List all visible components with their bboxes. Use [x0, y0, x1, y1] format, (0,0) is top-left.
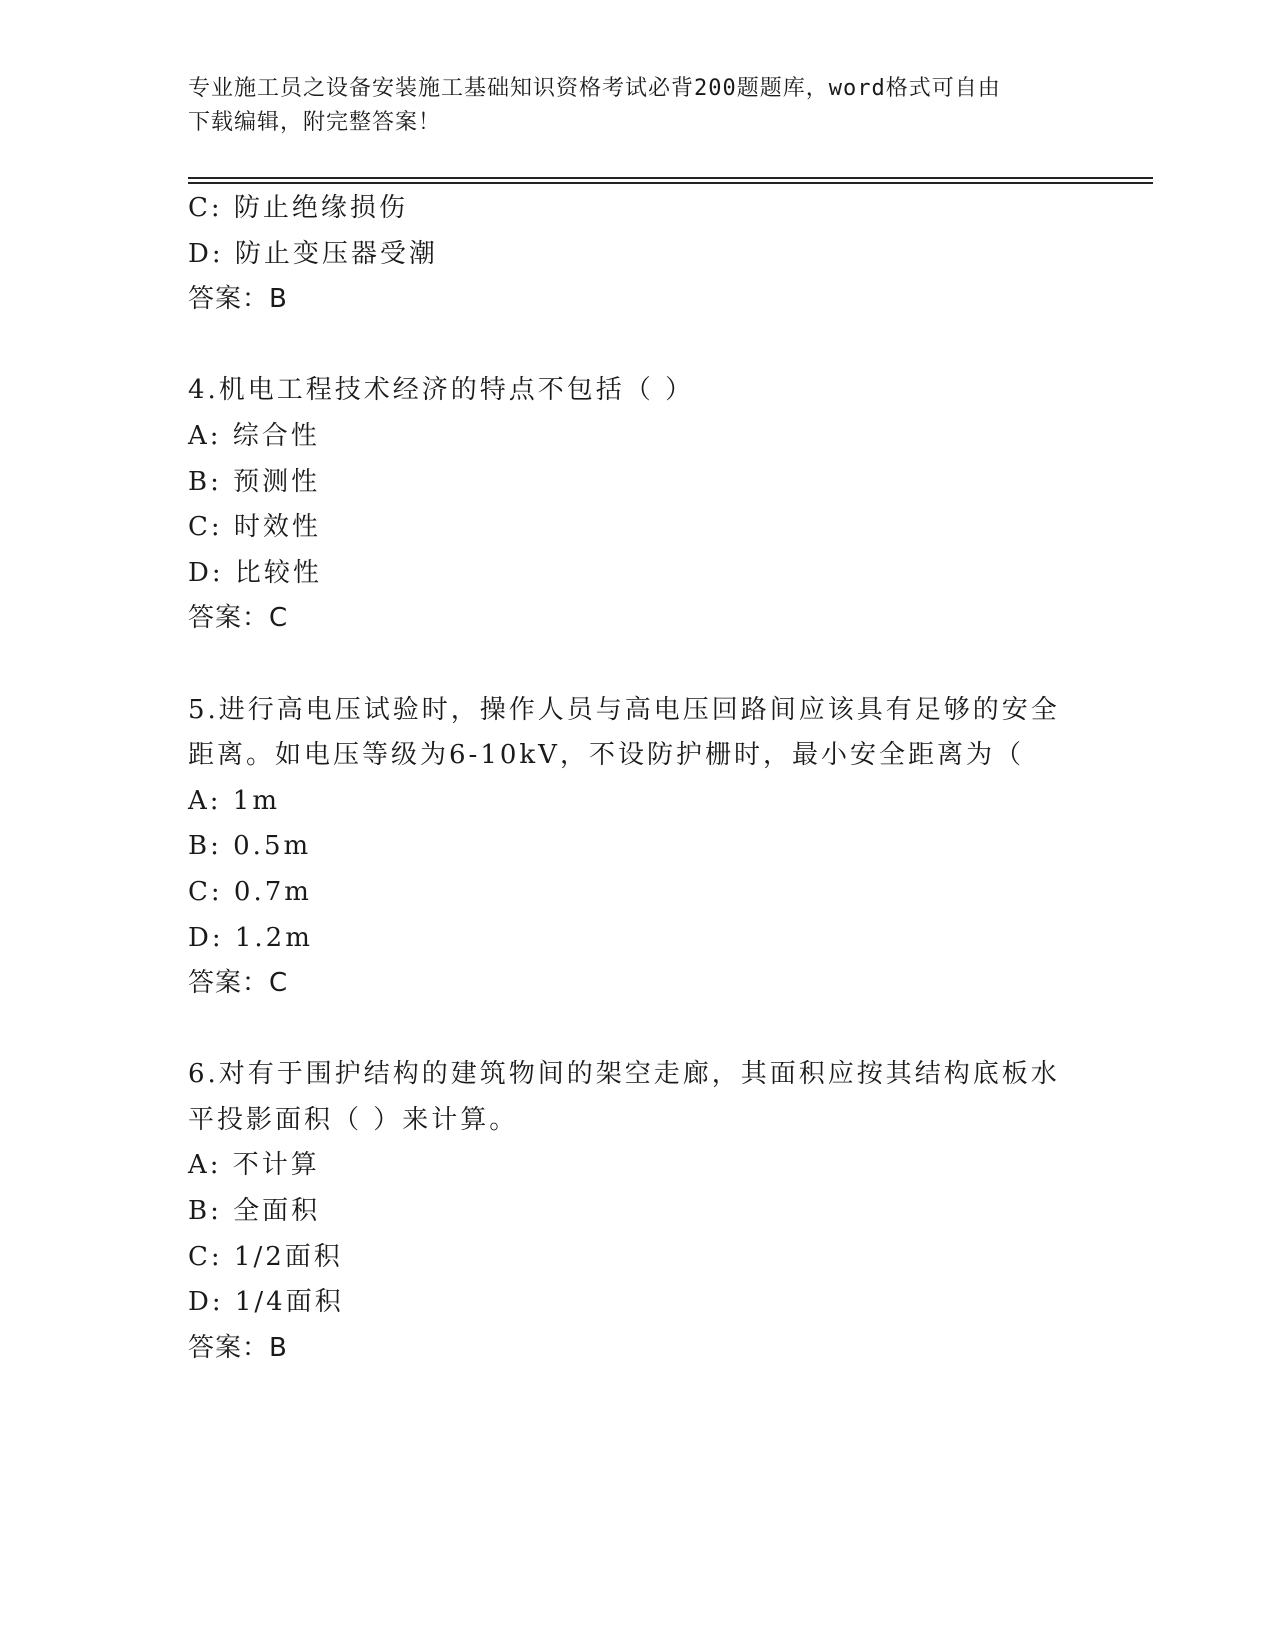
- question-stem-line-2: 距离。如电压等级为6-10kV，不设防护栅时，最小安全距离为（: [188, 740, 1024, 771]
- header-line-1: 专业施工员之设备安装施工基础知识资格考试必背200题题库，word格式可自由: [188, 76, 1001, 101]
- spacer: [188, 323, 1088, 369]
- header-divider-top: [188, 177, 1153, 179]
- question-6: [188, 1052, 1088, 1371]
- option-c: C: 1/2面积: [188, 1241, 343, 1272]
- document-header: [188, 72, 1088, 140]
- question-list: [188, 186, 1088, 1371]
- option-b: B: 预测性: [188, 466, 321, 497]
- option-d: D: 比较性: [188, 557, 322, 588]
- question-5: [188, 688, 1088, 1007]
- header-divider-bottom: [188, 182, 1153, 184]
- answer-label: 答案：C: [188, 603, 289, 634]
- option-c: C: 防止绝缘损伤: [188, 193, 408, 223]
- option-d: D: 1.2m: [188, 922, 313, 953]
- option-c: C: 时效性: [188, 512, 321, 543]
- option-b: B: 0.5m: [188, 831, 312, 862]
- question-4: [188, 368, 1088, 642]
- option-c: C: 0.7m: [188, 876, 312, 907]
- spacer: [188, 1007, 1088, 1053]
- question-stem-line-2: 平投影面积（ ）来计算。: [188, 1104, 519, 1135]
- spacer: [188, 642, 1088, 688]
- option-a: A: 1m: [188, 785, 280, 816]
- question-3-continued: [188, 186, 1088, 323]
- option-a: A: 综合性: [188, 420, 320, 451]
- answer-label: 答案：C: [188, 968, 289, 999]
- option-d: D: 防止变压器受潮: [188, 238, 438, 269]
- answer-label: 答案：B: [188, 284, 288, 315]
- question-stem-line-1: 5.进行高电压试验时，操作人员与高电压回路间应该具有足够的安全: [188, 694, 1060, 725]
- question-stem-line-1: 6.对有于围护结构的建筑物间的架空走廊，其面积应按其结构底板水: [188, 1059, 1060, 1090]
- option-a: A: 不计算: [188, 1150, 320, 1181]
- answer-label: 答案：B: [188, 1332, 288, 1363]
- option-b: B: 全面积: [188, 1196, 321, 1227]
- option-d: D: 1/4面积: [188, 1287, 344, 1318]
- header-line-2: 下载编辑，附完整答案！: [188, 110, 442, 135]
- question-stem: 4.机电工程技术经济的特点不包括（ ）: [188, 375, 695, 406]
